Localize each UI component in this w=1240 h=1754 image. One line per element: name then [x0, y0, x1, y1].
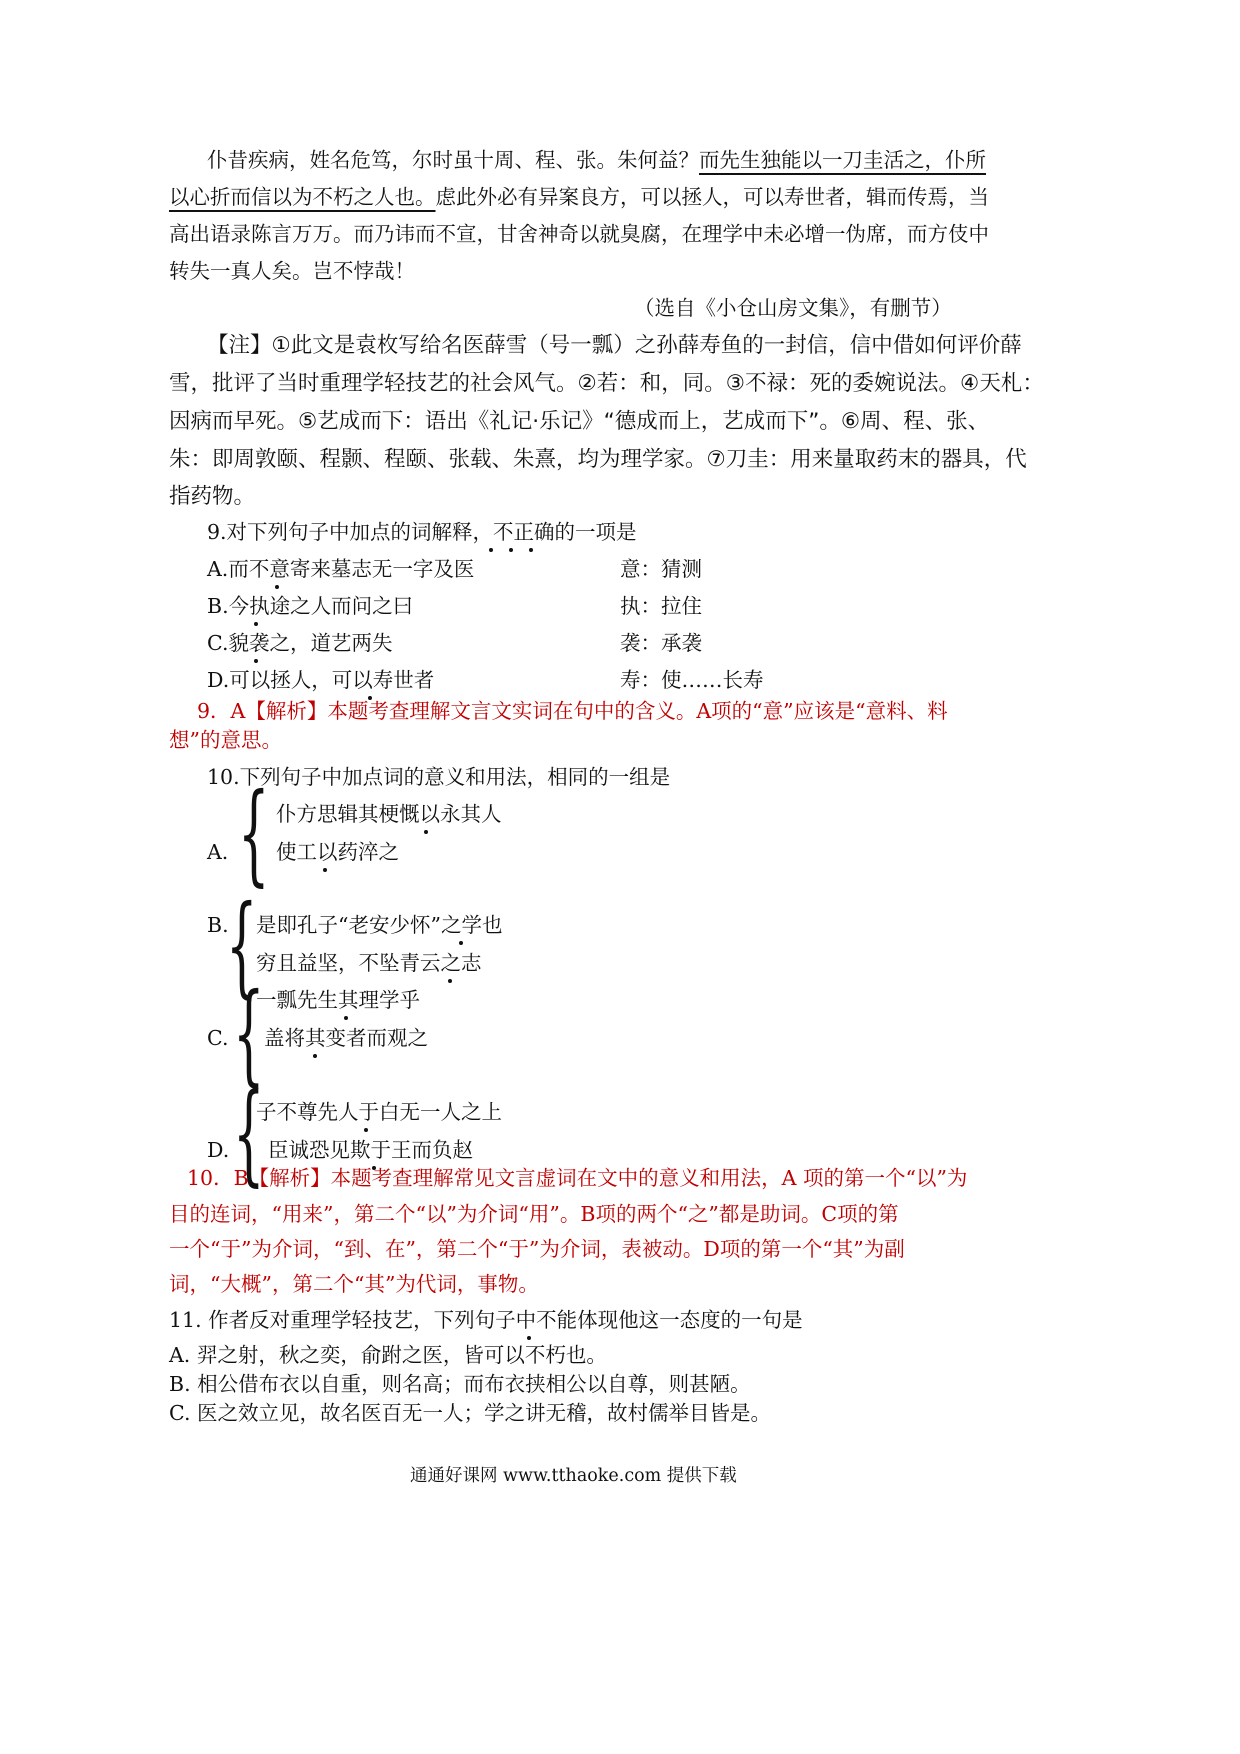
emphasis-dot	[254, 659, 258, 663]
q10-b-sentence-2: 穷且益坚，不坠青云之志	[256, 951, 482, 975]
q10-a-sentence-1: 仆方思辑其梗慨以永其人	[276, 802, 502, 826]
emphasis-dot	[424, 830, 428, 834]
brace-d: {	[233, 1069, 265, 1197]
q10-c-label: C.	[207, 1026, 229, 1050]
q10-a-label: A.	[207, 840, 229, 864]
q10-b-sentence-1: 是即孔子“老安少怀”之学也	[256, 913, 503, 937]
emphasis-dot	[529, 548, 533, 552]
q10-d-label: D.	[207, 1138, 230, 1162]
emphasis-dot	[364, 1128, 368, 1132]
note-line-2: 雪，批评了当时重理学轻技艺的社会风气。②若：和，同。③不禄：死的委婉说法。④天札：	[169, 371, 1044, 396]
q10-answer-line-1: 10．B【解析】本题考查理解常见文言虚词在文中的意义和用法，A 项的第一个“以”为	[187, 1166, 968, 1190]
emphasis-dot	[459, 941, 463, 945]
q10-d-sentence-1: 子不尊先人于白无一人之上	[256, 1100, 502, 1124]
q10-answer-line-3: 一个“于”为介词，“到、在”，第二个“于”为介词，表被动。D项的第一个“其”为副	[169, 1237, 905, 1261]
brace-a: {	[238, 769, 270, 897]
q10-stem: 10.下列句子中加点词的意义和用法，相同的一组是	[207, 765, 671, 789]
passage-line-3: 高出语录陈言万万。而乃讳而不宣，甘舍神奇以就臭腐，在理学中未必增一伪席，而方伎中	[169, 222, 989, 246]
passage-line-2	[169, 185, 989, 210]
emphasis-dot	[344, 1016, 348, 1020]
q9-option-b-gloss: 执：拉住	[620, 594, 702, 618]
q9-stem: 9.对下列句子中加点的词解释，不正确的一项是	[207, 520, 637, 544]
q10-a-sentence-2: 使工以药淬之	[276, 840, 399, 864]
emphasis-dot	[489, 548, 493, 552]
passage-line-4: 转失一真人矣。岂不悖哉！	[169, 259, 415, 283]
emphasis-dot	[254, 622, 258, 626]
q11-option-b: B. 相公借布衣以自重，则名高；而布衣挟相公以自尊，则甚陋。	[169, 1372, 751, 1396]
note-line-5: 指药物。	[169, 484, 256, 509]
passage-source: （选自《小仓山房文集》，有删节）	[634, 296, 952, 320]
q9-option-b: B.今执途之人而问之曰	[207, 594, 414, 618]
emphasis-dot	[509, 548, 513, 552]
q9-option-c: C.貌袭之，道艺两失	[207, 631, 393, 655]
emphasis-dot	[448, 979, 452, 983]
q11-stem: 11. 作者反对重理学轻技艺，下列句子中不能体现他这一态度的一句是	[169, 1308, 803, 1332]
q11-option-a: A. 羿之射，秋之奕，俞跗之医，皆可以不朽也。	[169, 1343, 607, 1367]
q10-c-sentence-1: 一瓢先生其理学乎	[256, 988, 420, 1012]
q9-option-a: A.而不意寄来墓志无一字及医	[207, 557, 475, 581]
passage-line-1	[207, 148, 986, 173]
note-line-1: 【注】①此文是袁枚写给名医薛雪（号一瓢）之孙薛寿鱼的一封信，信中借如何评价薛	[207, 333, 1022, 358]
brace-b: {	[226, 881, 258, 1009]
q10-d-sentence-2: 臣诚恐见欺于王而负赵	[268, 1138, 473, 1162]
passage-text: 虑此外必有异案良方，可以拯人，可以寿世者，辑而传焉，当	[435, 185, 989, 209]
emphasis-dot	[313, 1054, 317, 1058]
q10-answer-line-4: 词，“大概”，第二个“其”为代词，事物。	[169, 1272, 539, 1296]
passage-text: 仆昔疾病，姓名危笃，尔时虽十周、程、张。朱何益？	[207, 148, 699, 172]
brace-c: {	[233, 969, 265, 1097]
emphasis-dot	[527, 1336, 531, 1340]
q9-option-c-gloss: 袭：承袭	[620, 631, 702, 655]
q9-option-a-gloss: 意：猜测	[620, 557, 702, 581]
emphasis-dot	[323, 868, 327, 872]
note-line-3: 因病而早死。⑤艺成而下：语出《礼记·乐记》“德成而上，艺成而下”。⑥周、程、张、	[169, 409, 990, 434]
q9-answer-line-2: 想”的意思。	[169, 728, 282, 752]
note-line-4: 朱：即周敦颐、程颢、程颐、张载、朱熹，均为理学家。⑦刀圭：用来量取药末的器具，代	[169, 447, 1027, 472]
q11-option-c: C. 医之效立见，故名医百无一人；学之讲无稽，故村儒举目皆是。	[169, 1401, 771, 1425]
q10-b-label: B.	[207, 913, 229, 937]
q10-answer-line-2: 目的连词，“用来”，第二个“以”为介词“用”。B项的两个“之”都是助词。C项的第	[169, 1202, 899, 1226]
q9-answer-line-1: 9．A【解析】本题考查理解文言文实词在句中的含义。A项的“意”应该是“意料、料	[197, 699, 948, 723]
q10-c-sentence-2: 盖将其变者而观之	[264, 1026, 428, 1050]
underlined-sentence: 以心折而信以为不朽之人也。	[169, 185, 436, 209]
q9-option-d: D.可以拯人，可以寿世者	[207, 668, 435, 692]
q9-option-d-gloss: 寿：使……长寿	[620, 668, 764, 692]
emphasis-dot	[275, 585, 279, 589]
underlined-sentence: 而先生独能以一刀圭活之，仆所	[699, 148, 986, 172]
page-footer: 通通好课网 www.tthaoke.com 提供下载	[410, 1466, 737, 1486]
